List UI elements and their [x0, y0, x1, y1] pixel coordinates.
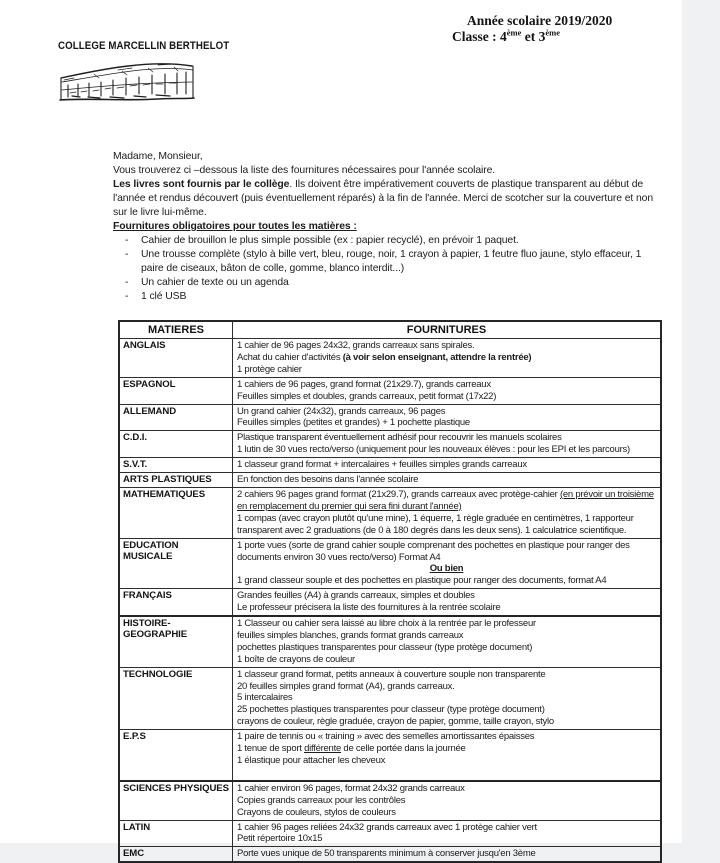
- supply-line: [237, 767, 656, 779]
- text-segment: Les livres sont fournis par le collège: [113, 179, 290, 190]
- supplies-cell: [233, 458, 662, 473]
- subject-cell: MATHEMATIQUES: [119, 487, 233, 538]
- supplies-cell: [233, 538, 662, 589]
- supply-line: [237, 340, 656, 352]
- table-header-matieres: MATIERES: [119, 321, 233, 339]
- supplies-table: [118, 320, 662, 863]
- subject-cell: ANGLAIS: [119, 339, 233, 378]
- list-item-text: 1 clé USB: [141, 291, 187, 302]
- text-segment: 5 intercalaires: [237, 692, 293, 704]
- table-row: [119, 538, 661, 589]
- supplies-cell: [233, 781, 662, 820]
- supply-line: [237, 474, 656, 486]
- intro-line: Vous trouverez ci –dessous la liste des fournitures nécessaires pour l'année scolaire.: [113, 165, 496, 176]
- supply-line: [237, 618, 656, 630]
- text-segment: Porte vues unique de 50 transparents minimum à conserver jusqu'en 3ème: [237, 848, 536, 860]
- list-item-text: Une trousse complète (stylo à bille vert, bleu, rouge, noir, 1 crayon à papier, 1 feutre fluo jaune, stylo effaceur, 1 paire de ciseaux, bâton de colle, gomme, blanco interdit...): [141, 249, 642, 274]
- supplies-cell: [233, 377, 662, 404]
- subject-cell: C.D.I.: [119, 431, 233, 458]
- supply-line: [237, 848, 656, 860]
- supply-line: [237, 654, 656, 666]
- text-segment: Le professeur précisera la liste des fournitures à la rentrée scolaire: [237, 602, 501, 614]
- supply-line: [237, 540, 656, 564]
- text-segment: 1 classeur grand format + intercalaires + feuilles simples grands carreaux: [237, 459, 527, 471]
- supplies-cell: [233, 847, 662, 862]
- subject-cell: TECHNOLOGIE: [119, 667, 233, 730]
- supply-line: [237, 795, 656, 807]
- subject-cell: S.V.T.: [119, 458, 233, 473]
- college-name: COLLEGE MARCELLIN BERTHELOT: [58, 40, 230, 53]
- text-segment: Grandes feuilles (A4) à grands carreaux, simples et doubles: [237, 590, 475, 602]
- supplies-cell: [233, 431, 662, 458]
- text-segment: différente: [304, 743, 342, 755]
- supplies-cell: [233, 339, 662, 378]
- text-segment: (à voir selon enseignant, attendre la rentrée): [342, 351, 532, 363]
- text-segment: Crayons de couleurs, stylos de couleurs: [237, 806, 396, 818]
- text-segment: 1 porte vues (sorte de grand cahier souple comprenant des pochettes en plastique pour ranger des documents environ 30 vues recto/verso) Format A4: [237, 539, 630, 563]
- text-segment: En fonction des besoins dans l'année scolaire: [237, 474, 419, 486]
- bullet-dash: -: [125, 235, 129, 246]
- supply-line: [237, 669, 656, 681]
- text-segment: feuilles simples blanches, grands format grands carreaux: [237, 629, 464, 641]
- table-row: [119, 847, 661, 862]
- table-row: [119, 487, 661, 538]
- bullet-dash: -: [125, 291, 129, 302]
- supply-line: [237, 716, 656, 728]
- supplies-cell: [233, 667, 662, 730]
- subject-cell: SCIENCES PHYSIQUES: [119, 781, 233, 820]
- text-segment: crayons de couleur, règle graduée, crayon de papier, gomme, taille crayon, stylo: [237, 716, 554, 728]
- text-segment: Petit répertoire 10x15: [237, 833, 323, 845]
- text-segment: 1 tenue de sport: [237, 743, 305, 755]
- text-segment: 25 pochettes plastiques transparentes pour classeur (type protège document): [237, 704, 545, 716]
- supply-line: [237, 590, 656, 602]
- table-row: [119, 377, 661, 404]
- required-supplies-list: [113, 234, 662, 304]
- text-segment: ème: [506, 27, 522, 38]
- supply-line: [237, 602, 656, 614]
- table-header-fournitures: FOURNITURES: [233, 321, 662, 339]
- books-paragraph: [113, 178, 662, 220]
- supplies-cell: [233, 730, 662, 781]
- supply-line: [237, 364, 656, 376]
- supply-line: [237, 459, 656, 471]
- supplies-cell: [233, 589, 662, 616]
- supply-line: [237, 807, 656, 819]
- supplies-cell: [233, 404, 662, 431]
- supply-line: [237, 575, 656, 587]
- text-segment: de celle portée dans la journée: [341, 743, 466, 755]
- supply-line: [237, 731, 656, 743]
- subject-cell: HISTOIRE-GEOGRAPHIE: [119, 616, 233, 667]
- supply-line: [237, 822, 656, 834]
- subject-cell: LATIN: [119, 820, 233, 847]
- table-row: [119, 589, 661, 616]
- list-item: [113, 234, 662, 248]
- text-segment: Un grand cahier (24x32), grands carreaux, 96 pages: [237, 405, 446, 417]
- text-segment: Feuilles simples (petites et grandes) + 1 pochette plastique: [237, 417, 470, 429]
- text-segment: Classe : 4: [452, 29, 507, 44]
- supply-line: [237, 432, 656, 444]
- supplies-cell: [233, 820, 662, 847]
- school-building-sketch: [58, 56, 196, 106]
- supply-line: [237, 513, 656, 537]
- supplies-cell: [233, 473, 662, 488]
- text-segment: 1 classeur grand format, petits anneaux à couverture souple non transparente: [237, 668, 546, 680]
- supplies-cell: [233, 487, 662, 538]
- college-header: [58, 40, 228, 106]
- list-item-text: Cahier de brouillon le plus simple possible (ex : papier recyclé), en prévoir 1 paquet.: [141, 235, 519, 246]
- supply-line: [237, 489, 656, 513]
- bullet-dash: -: [125, 277, 129, 288]
- supply-line: [237, 391, 656, 403]
- supply-line: [237, 444, 656, 456]
- school-year: Année scolaire 2019/2020: [467, 13, 613, 28]
- table-row: [119, 730, 661, 781]
- list-item-text: Un cahier de texte ou un agenda: [141, 277, 289, 288]
- text-segment: 1 cahier environ 96 pages, format 24x32 grands carreaux: [237, 782, 465, 794]
- subject-cell: FRANÇAIS: [119, 589, 233, 616]
- text-segment: 1 compas (avec crayon plutôt qu'une mine), 1 équerre, 1 règle graduée en centimètres, 1 rapporteur transparent avec 2 graduations (de 0 à 180 degrés dans les deux sens). 1 calculatrice scientifique.: [237, 512, 634, 536]
- table-row: [119, 667, 661, 730]
- text-segment: 1 boîte de crayons de couleur: [237, 653, 355, 665]
- supply-line: [237, 379, 656, 391]
- supply-line: [237, 755, 656, 767]
- supply-line: [237, 681, 656, 693]
- supply-line: [237, 692, 656, 704]
- list-item: [113, 276, 662, 290]
- supplies-cell: [233, 616, 662, 667]
- supply-line: [237, 417, 656, 429]
- supply-line: [237, 704, 656, 716]
- text-segment: . Ils doivent être impérativement couverts de plastique transparent au début de l'année et rendus découvert (puis éventuellement réparés) à la fin de l'année. Merci de scotcher sur la couverture et non sur le livre lui-même.: [113, 179, 654, 218]
- text-segment: Feuilles simples et doubles, grands carreaux, petit format (17x22): [237, 390, 497, 402]
- supply-line: [237, 630, 656, 642]
- text-segment: 1 élastique pour attacher les cheveux: [237, 755, 386, 766]
- text-segment: ème: [545, 27, 561, 38]
- list-item: [113, 290, 662, 304]
- table-row: [119, 616, 661, 667]
- table-row: [119, 781, 661, 820]
- text-segment: 1 paire de tennis ou « training » avec des semelles amortissantes épaisses: [237, 731, 535, 743]
- text-segment: et 3: [521, 29, 546, 44]
- table-row: [119, 431, 661, 458]
- subject-cell: ESPAGNOL: [119, 377, 233, 404]
- table-row: [119, 339, 661, 378]
- table-row: [119, 820, 661, 847]
- text-segment: Ou bien: [429, 563, 464, 575]
- text-segment: 2 cahiers 96 pages grand format (21x29.7), grands carreaux avec protège-cahier: [237, 488, 560, 500]
- supply-line: [237, 406, 656, 418]
- supply-line: [237, 833, 656, 845]
- supply-line: [237, 352, 656, 364]
- supply-line: [237, 642, 656, 654]
- table-header-row: [119, 321, 661, 339]
- text-segment: pochettes plastiques transparentes pour classeur (type protège document): [237, 641, 533, 653]
- supply-line: [237, 743, 656, 755]
- table-row: [119, 458, 661, 473]
- document-title-block: [452, 13, 612, 45]
- text-segment: Plastique transparent éventuellement adhésif pour recouvrir les manuels scolaires: [237, 432, 562, 444]
- supply-line: [237, 783, 656, 795]
- text-segment: 1 cahier 96 pages reliées 24x32 grands carreaux avec 1 protège cahier vert: [237, 821, 537, 833]
- text-segment: Copies grands carreaux pour les contrôles: [237, 794, 406, 806]
- bullet-dash: -: [125, 249, 129, 260]
- subject-cell: EMC: [119, 847, 233, 862]
- subject-cell: E.P.S: [119, 730, 233, 781]
- subject-cell: EDUCATION MUSICALE: [119, 538, 233, 589]
- text-segment: 1 cahiers de 96 pages, grand format (21x29.7), grands carreaux: [237, 378, 491, 390]
- list-item: [113, 248, 662, 276]
- salutation: Madame, Monsieur,: [113, 151, 203, 162]
- text-segment: 1 cahier de 96 pages 24x32, grands carreaux sans spirales.: [237, 340, 475, 351]
- text-segment: Achat du cahier d'activités: [237, 351, 343, 363]
- text-segment: 1 Classeur ou cahier sera laissé au libre choix à la rentrée par le professeur: [237, 618, 536, 630]
- table-row: [119, 404, 661, 431]
- section-title: Fournitures obligatoires pour toutes les matières :: [113, 221, 357, 232]
- text-segment: 1 protège cahier: [237, 363, 302, 375]
- subject-cell: ALLEMAND: [119, 404, 233, 431]
- subject-cell: ARTS PLASTIQUES: [119, 473, 233, 488]
- text-segment: 20 feuilles simples grand format (A4), grands carreaux.: [237, 680, 455, 692]
- table-row: [119, 473, 661, 488]
- class-line: [452, 29, 612, 45]
- intro-block: [113, 150, 662, 304]
- text-segment: 1 grand classeur souple et des pochettes en plastique pour ranger des documents, format A4: [237, 575, 607, 587]
- supply-line: [237, 563, 656, 575]
- text-segment: 1 lutin de 30 vues recto/verso (uniquement pour les nouveaux élèves : pour les EPI et les parcours): [237, 444, 630, 456]
- text-segment: (en prévoir un troisième en remplacement du premier qui sera fini durant l'année): [237, 488, 654, 512]
